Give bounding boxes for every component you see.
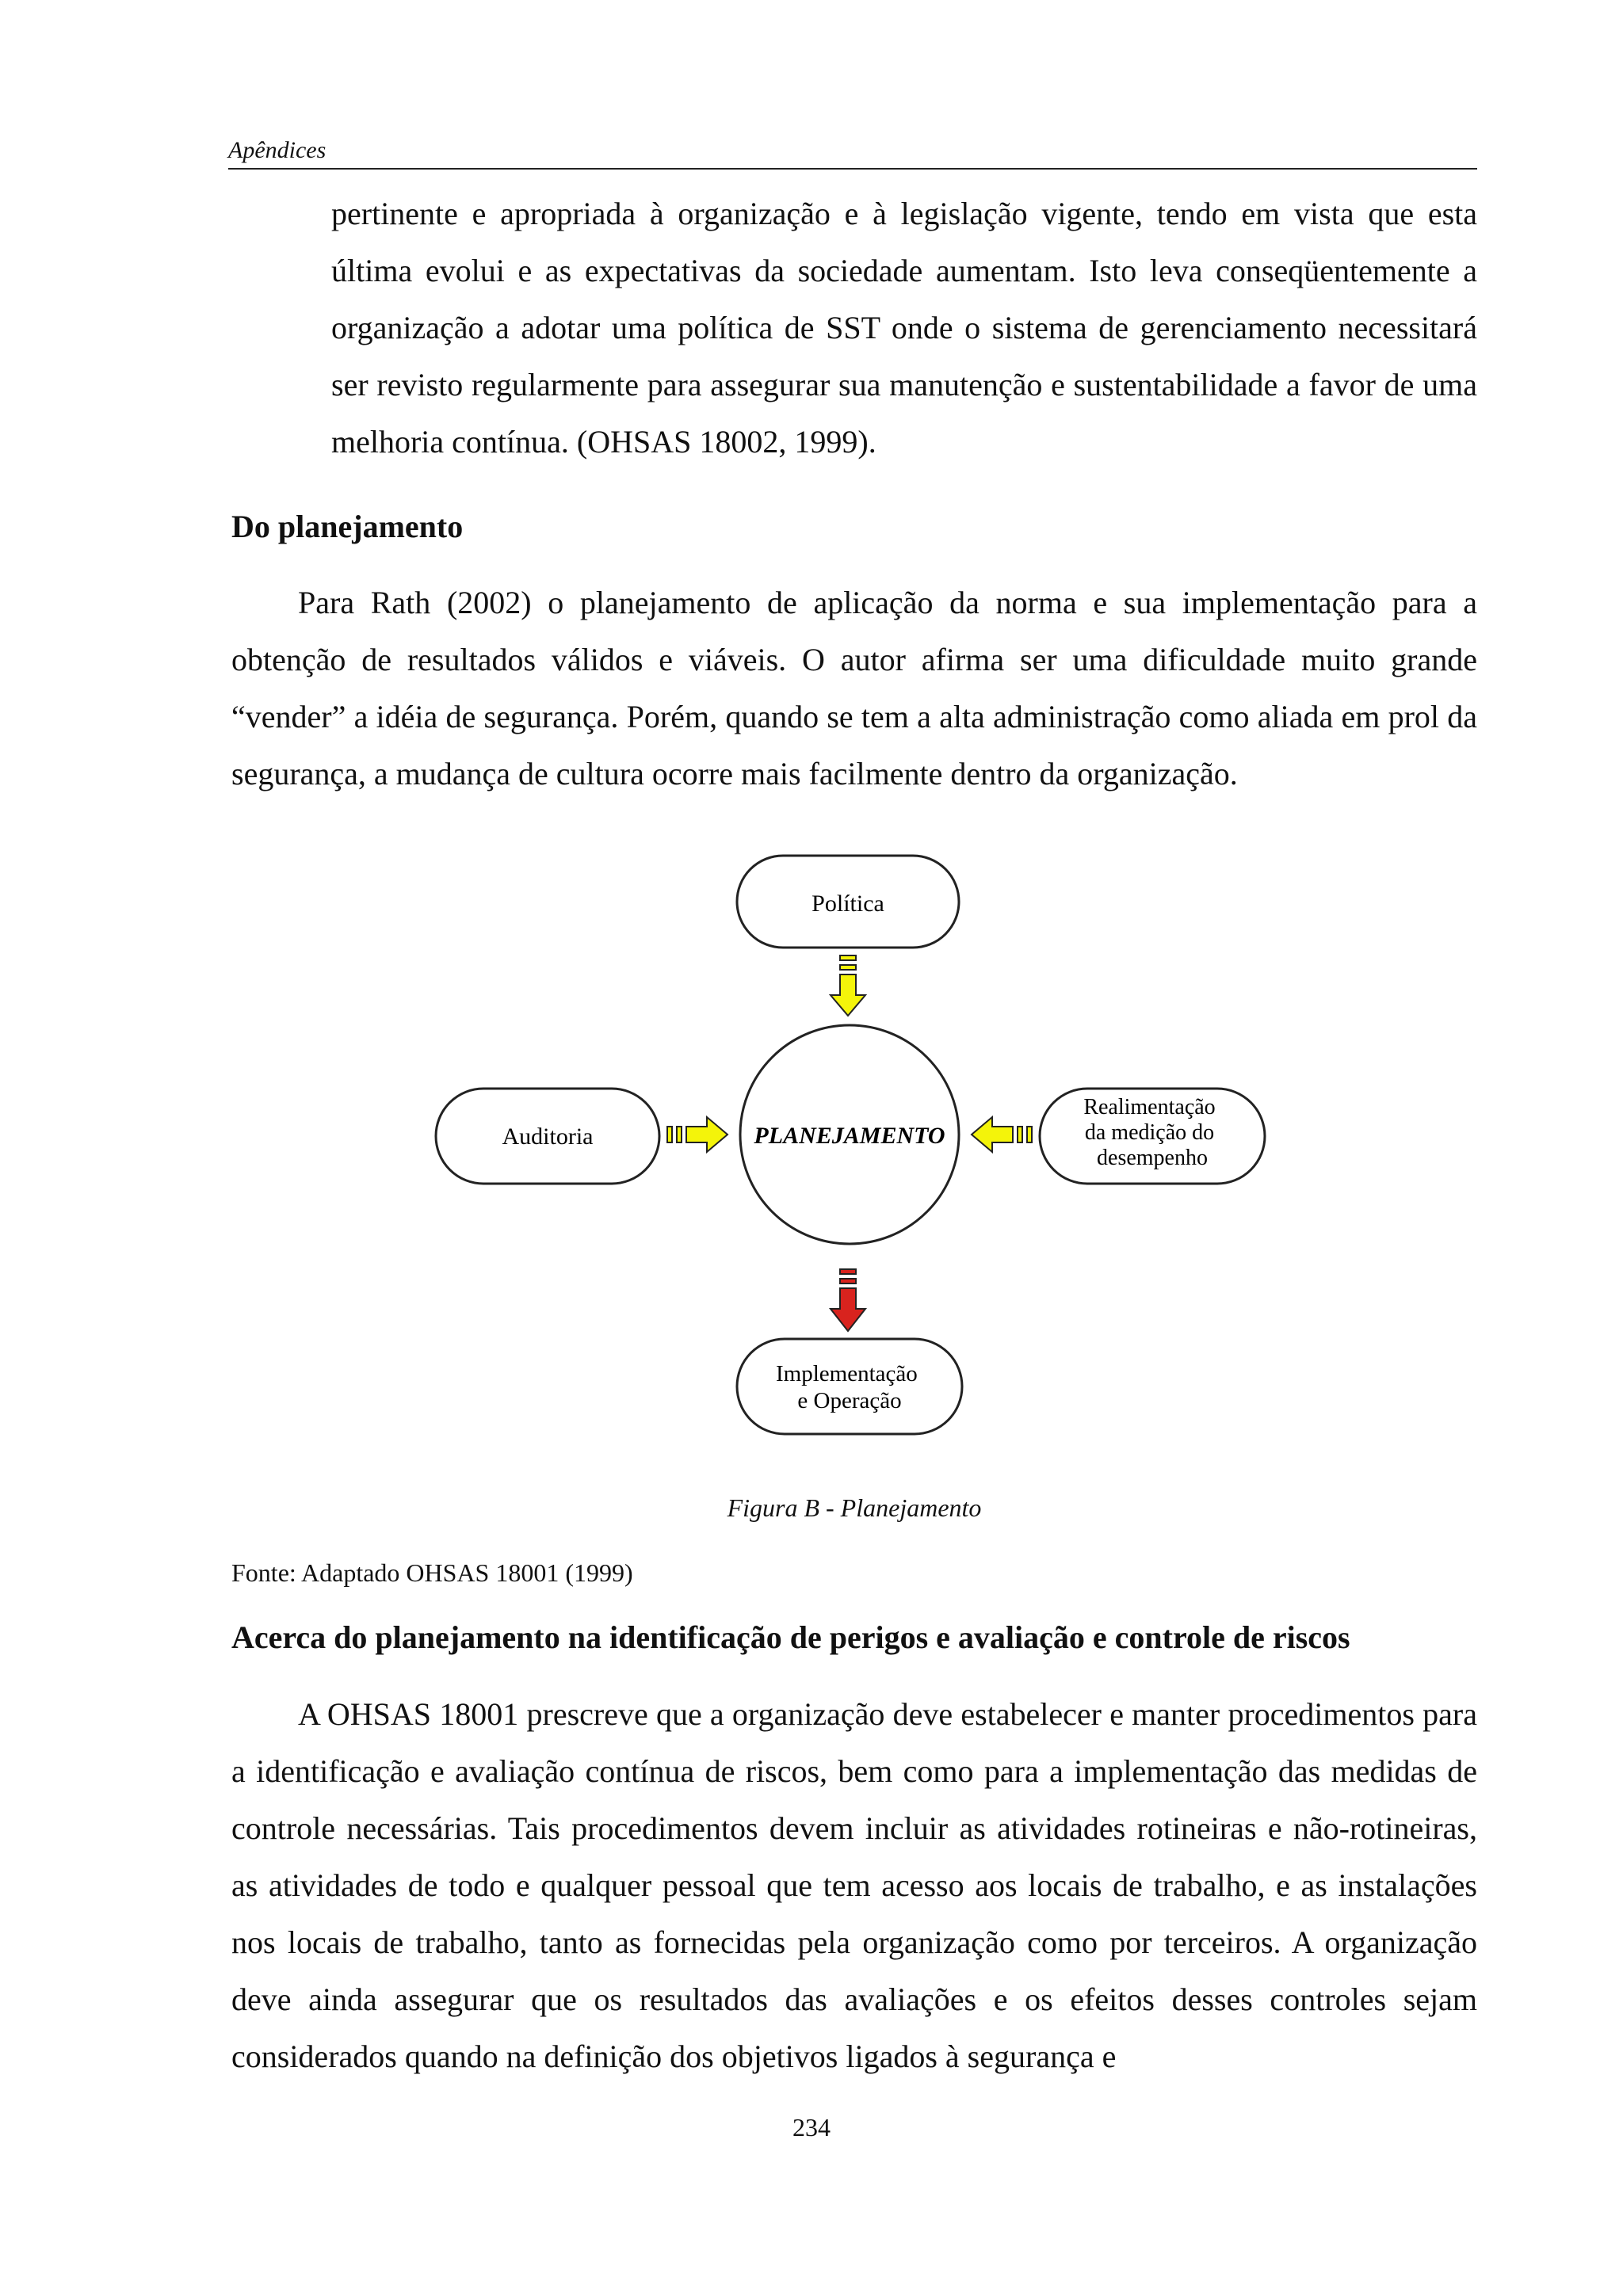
paragraph-rath: Para Rath (2002) o planejamento de aplicação da norma e sua implementação para a obtenção de resultados válidos e viáveis. O autor afirma ser uma dificuldade muito grande “vender” a idéia de segurança. Porém, quando se tem a alta administração como aliada em prol da segurança, a mudança de cultura ocorre mais facilmente dentro da organização.: [231, 585, 1477, 791]
node-politica-label: Política: [812, 891, 884, 917]
node-auditoria-label: Auditoria: [502, 1123, 594, 1150]
node-implementacao-line1: Implementação: [776, 1361, 918, 1386]
node-implementacao: [737, 1339, 962, 1434]
node-planejamento-label: PLANEJAMENTO: [754, 1123, 945, 1149]
node-realimentacao-line1: Realimentação: [1083, 1095, 1216, 1119]
running-header: [228, 135, 1477, 170]
node-realimentacao-line2: da medição do: [1084, 1120, 1215, 1145]
figure-caption: Figura B - Planejamento: [727, 1493, 982, 1522]
paragraph-continuation: pertinente e apropriada à organização e à legislação vigente, tendo em vista que esta última evolui e as expectativas da sociedade aumentam. Isto leva conseqüentemente a organização a adotar uma política de SST onde o sistema de gerenciamento necessitará ser revisto regularmente para assegurar sua manutenção e sustentabilidade a favor de uma melhoria contínua. (OHSAS 18002, 1999).: [331, 196, 1477, 460]
planning-diagram-svg: [428, 848, 1284, 1450]
arrow-politica-down: [831, 955, 865, 1016]
planning-diagram: [428, 848, 1284, 1450]
paragraph-ohsas: A OHSAS 18001 prescreve que a organização deve estabelecer e manter procedimentos para a identificação e avaliação contínua de riscos, bem como para a implementação das medidas de controle necessárias. Tais procedimentos devem incluir as atividades rotineiras e não-rotineiras, as atividades de todo e qualquer pessoal que tem acesso aos locais de trabalho, e as instalações nos locais de trabalho, tanto as fornecidas pela organização como por terceiros. A organização deve ainda assegurar que os resultados das avaliações e os efeitos desses controles sejam considerados quando na definição dos objetivos ligados à segurança e: [231, 1696, 1477, 2074]
heading-do-planejamento: Do planejamento: [231, 509, 464, 544]
arrow-implementacao-down: [831, 1269, 865, 1331]
node-realimentacao-line3: desempenho: [1097, 1146, 1208, 1170]
arrow-auditoria-right: [667, 1117, 727, 1152]
arrow-realimentacao-left: [972, 1117, 1032, 1152]
heading-acerca-do-planejamento: Acerca do planejamento na identificação de perigos e avaliação e controle de riscos: [231, 1619, 1350, 1655]
node-realimentacao-label: [1083, 1095, 1220, 1170]
page-number: 234: [792, 2113, 831, 2142]
figure-source: Fonte: Adaptado OHSAS 18001 (1999): [231, 1558, 633, 1587]
node-implementacao-line2: e Operação: [797, 1388, 902, 1413]
section-title: Apêndices: [228, 137, 327, 163]
